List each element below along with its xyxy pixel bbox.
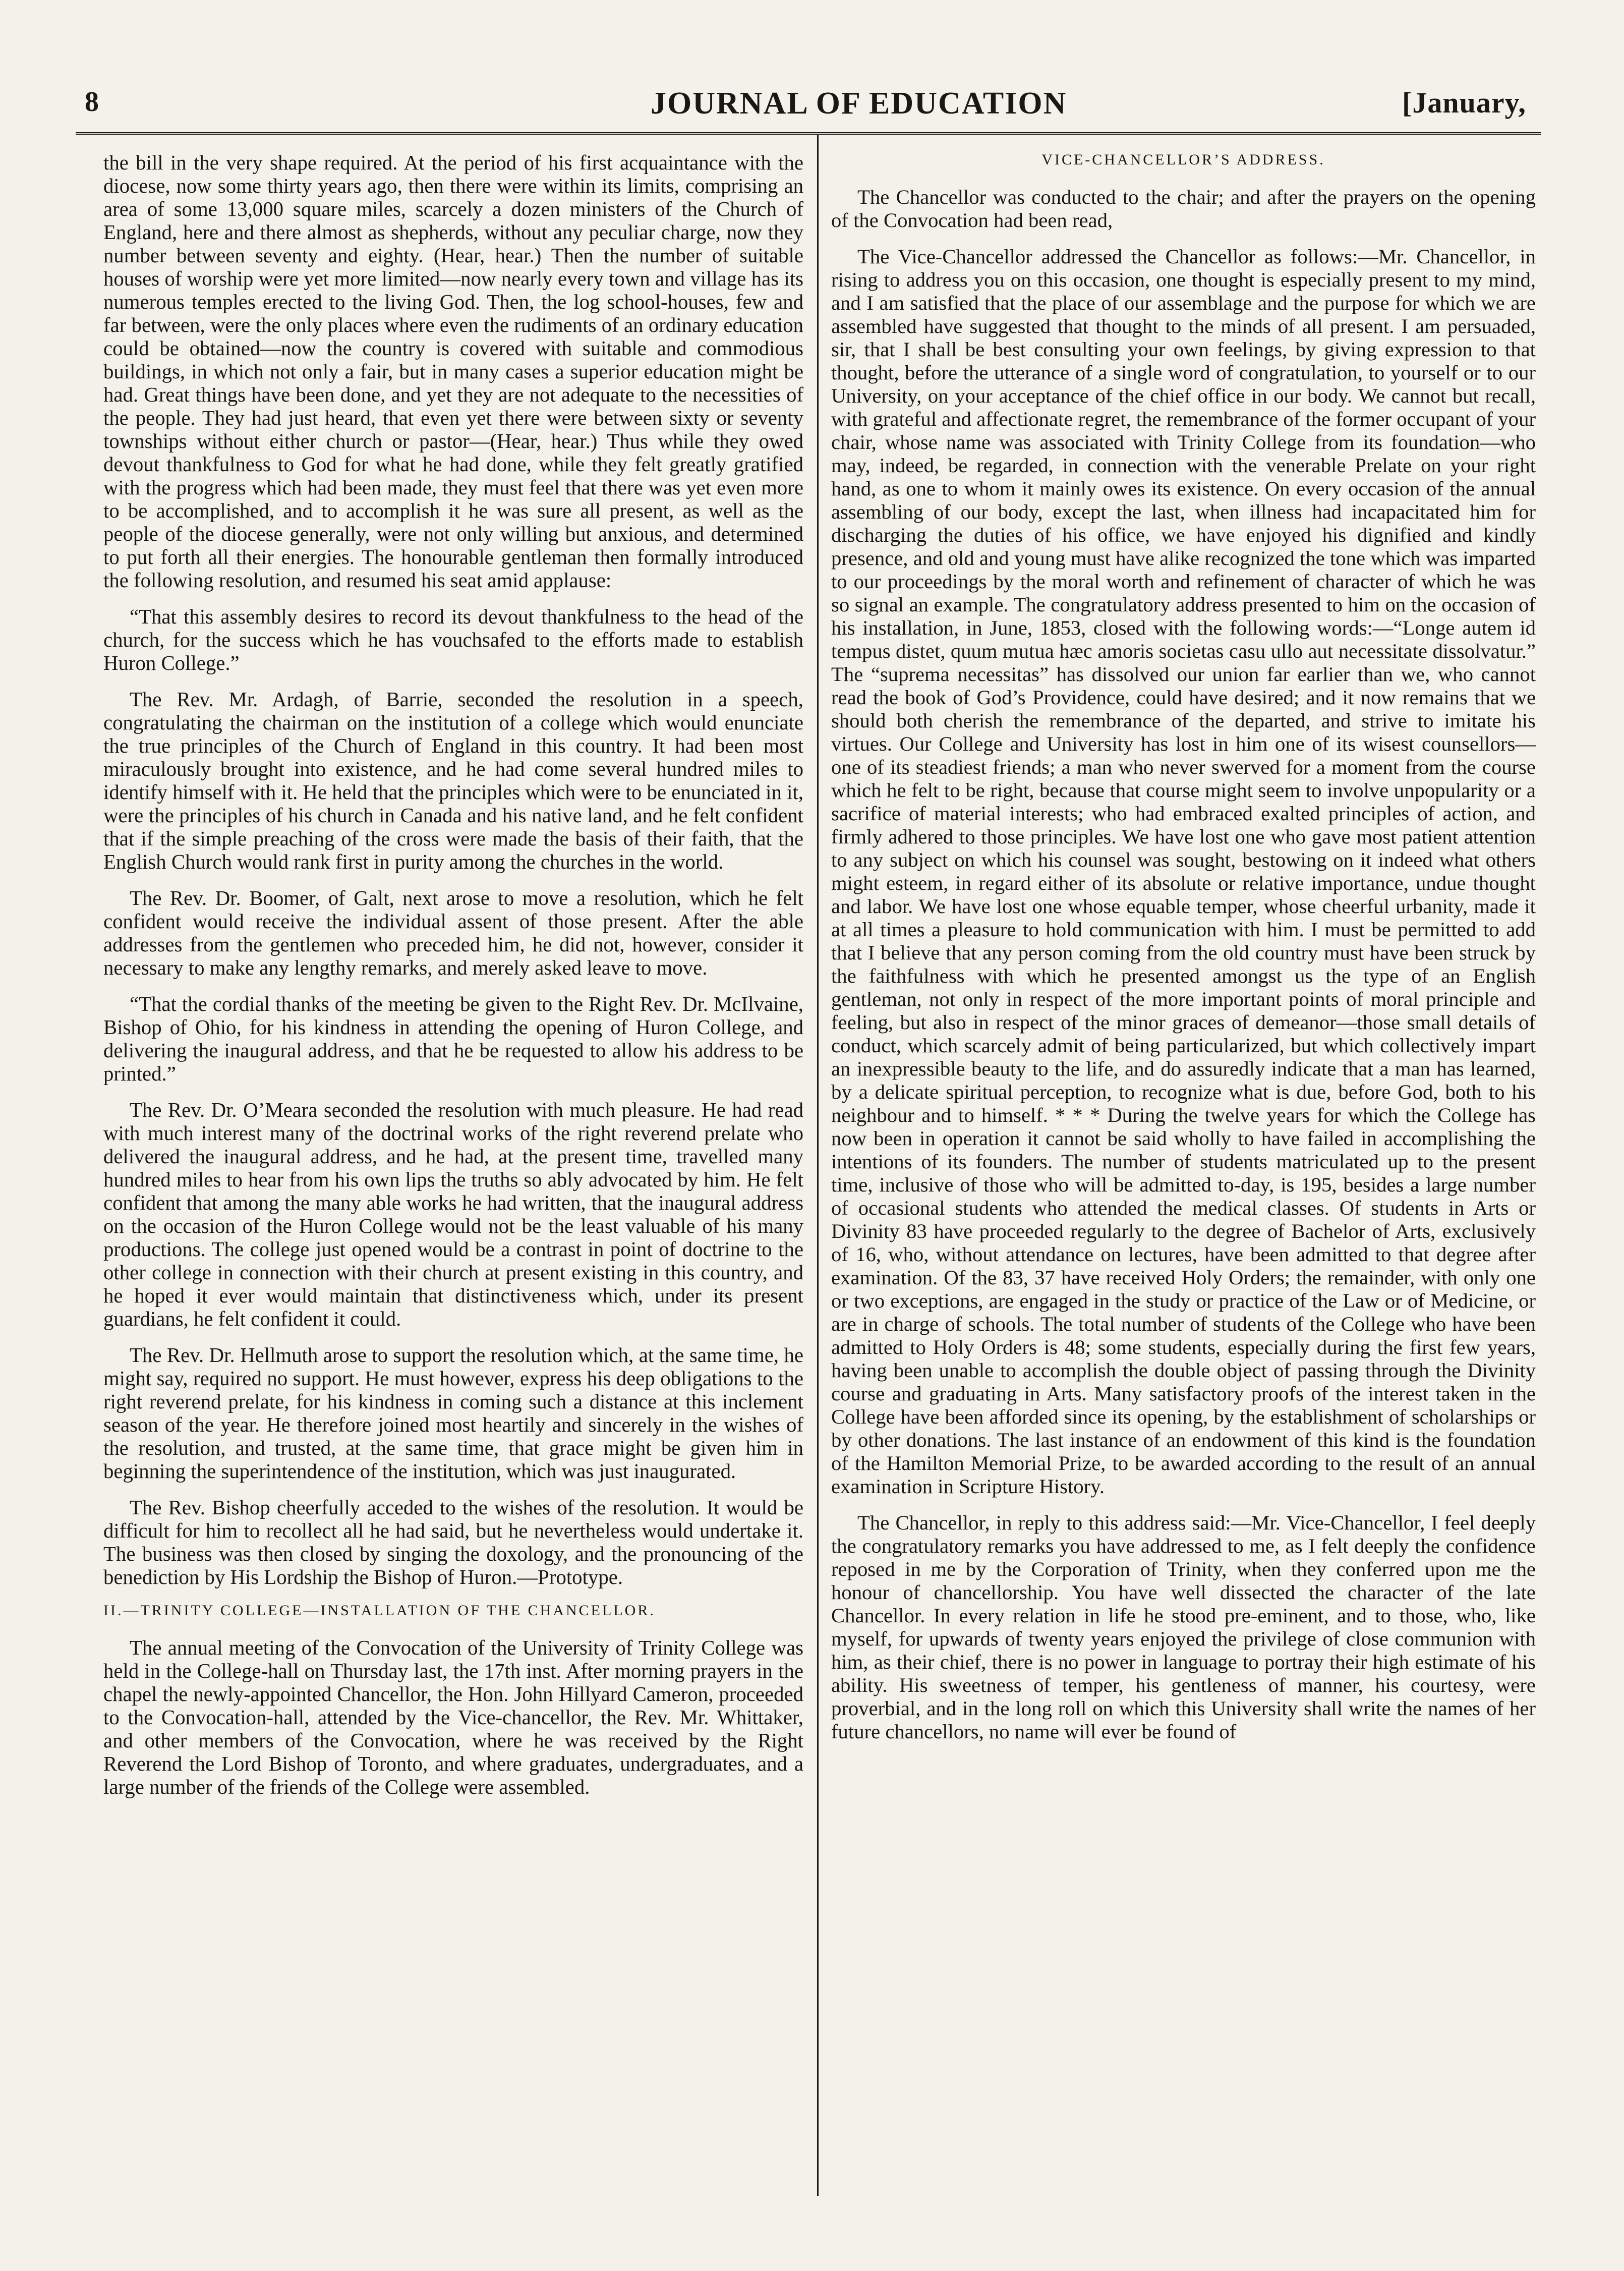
left-column [103,151,803,1812]
header-rule [76,132,1541,135]
article-paragraph: The Chancellor, in reply to this address said:—Mr. Vice-Chancellor, I feel deeply the congratulatory remarks you have addressed to me, as I felt deeply the confidence reposed in me by the Corporation of Trinity, when they conferred upon me the honour of chancellorship. You have well dissected the character of the late Chancellor. In every relation in life he stood pre-eminent, and to those, who, like myself, for upwards of twenty years enjoyed the privilege of close communion with him, as their chief, there is no power in language to portray their high estimate of his ability. His sweetness of temper, his gentleness of manner, his courtesy, were proverbial, and in the long roll on which this University shall write the names of her future chancellors, no name will ever be found of [831,1511,1536,1743]
article-paragraph: The annual meeting of the Convocation of the University of Trinity College was held in the College-hall on Thursday last, the 17th inst. After morning prayers in the chapel the newly-appointed Chancellor, the Hon. John Hillyard Cameron, proceeded to the Convocation-hall, attended by the Vice-chancellor, the Rev. Mr. Whittaker, and other members of the Convocation, where he was received by the Right Reverend the Lord Bishop of Toronto, and where graduates, undergraduates, and a large number of the friends of the College were assembled. [103,1636,803,1798]
article-paragraph: The Rev. Dr. O’Meara seconded the resolution with much pleasure. He had read with much interest many of the doctrinal works of the right reverend prelate who delivered the inaugural address, and he had, at the present time, travelled many hundred miles to hear from his own lips the truths so ably advocated by him. He felt confident that among the many able works he had written, that the inaugural address on the occasion of the Huron College would not be the least valuable of his many productions. The college just opened would be a contrast in point of doctrine to the other college in connection with their church at present existing in this country, and he hoped it ever would maintain that distinctiveness which, under its present guardians, he felt confident it could. [103,1099,803,1330]
article-paragraph: The Chancellor was conducted to the chair; and after the prayers on the opening of the Convocation had been read, [831,186,1536,232]
issue-month: [January, [1402,86,1526,119]
resolution-quote: “That this assembly desires to record its devout thankfulness to the head of the church, for the success which he has vouchsafed to the efforts made to establish Huron College.” [103,605,803,674]
article-paragraph: The Rev. Mr. Ardagh, of Barrie, seconded the resolution in a speech, congratulating the chairman on the institution of a college which would enunciate the true principles of the Church of England in this country. It had been most miraculously brought into existence, and he had come several hundred miles to identify himself with it. He held that the principles which were to be enunciated in it, were the principles of his church in Canada and his native land, and he felt confident that if the simple preaching of the cross were made the basis of their faith, that the English Church would rank first in purity among the churches in the world. [103,688,803,873]
section-heading: VICE-CHANCELLOR’S ADDRESS. [1041,151,1325,168]
article-paragraph: The Vice-Chancellor addressed the Chancellor as follows:—Mr. Chancellor, in rising to address you on this occasion, one thought is especially present to my mind, and I am satisfied that the place of our assemblage and the purpose for which we are assembled have suggested that thought to the minds of all present. I am persuaded, sir, that I shall be best consulting your own feelings, by giving expression to that thought, before the utterance of a single word of congratulation, to yourself or to our University, on your acceptance of the chief office in our body. We cannot but recall, with grateful and affectionate regret, the remembrance of the former occupant of your chair, whose name was associated with Trinity College from its foundation—who may, indeed, be regarded, in connection with the venerable Prelate on your right hand, as one to whom it mainly owes its existence. On every occasion of the annual assembling of our body, except the last, when illness had incapacitated him for discharging the duties of his office, we have enjoyed his dignified and kindly presence, and old and young must have alike recognized the tone which was imparted to our proceedings by the moral worth and refinement of character of which he was so signal an example. The congratulatory address presented to him on the occasion of his installation, in June, 1853, closed with the following words:—“Longe autem id tempus distet, quum mutua hæc amoris societas casu ullo aut necessitate dissolvatur.” The “suprema necessitas” has dissolved our union far earlier than we, who cannot read the book of God’s Providence, could have desired; and it now remains that we should both cherish the remembrance of the departed, and strive to imitate his virtues. Our College and University has lost in him one of its wisest counsellors—one of its steadiest friends; a man who never swerved for a moment from the course which he felt to be right, because that course might seem to involve unpopularity or a sacrifice of material interests; who had embraced exalted principles of action, and firmly adhered to those principles. We have lost one who gave most patient attention to any subject on which his counsel was sought, bestowing on it indeed what others might esteem, in regard either of its absolute or relative importance, undue thought and labor. We have lost one whose equable temper, whose cheerful urbanity, made it at all times a pleasure to hold communication with him. I must be permitted to add that I believe that any person coming from the old country must have been struck by the faithfulness with which he presented amongst us the type of an English gentleman, not only in respect of the more important points of moral principle and feeling, but also in respect of the minor graces of demeanor—those small details of conduct, which scarcely admit of being particularized, but which collectively impart an inexpressible beauty to the life, and do assuredly indicate that a man has learned, by a delicate spiritual perception, to recognize what is due, before God, both to his neighbour and to himself. * * * During the twelve years for which the College has now been in operation it cannot be said wholly to have failed in accomplishing the intentions of its founders. The number of students matriculated up to the present time, inclusive of those who will be admitted to-day, is 195, besides a large number of occasional students who attended the medical classes. Of students in Arts or Divinity 83 have proceeded regularly to the degree of Bachelor of Arts, exclusively of 16, who, without attendance on lectures, have been admitted to that degree after examination. Of the 83, 37 have received Holy Orders; the remainder, with only one or two exceptions, are engaged in the study or practice of the Law or of Medicine, or are in charge of schools. The total number of students of the College who have been admitted to Holy Orders is 48; some students, especially during the first few years, having been unable to accomplish the double object of passing through the Divinity course and graduating in Arts. Many satisfactory proofs of the interest taken in the College have been afforded since its opening, by the establishment of scholarships or by other donations. The last instance of an endowment of this kind is the foundation of the Hamilton Memorial Prize, to be awarded according to the result of an annual examination in Scripture History. [831,245,1536,1498]
section-heading: II.—TRINITY COLLEGE—INSTALLATION OF THE CHANCELLOR. [103,1602,656,1619]
article-paragraph: the bill in the very shape required. At the period of his first acquaintance with the diocese, now some thirty years ago, then there were within its limits, comprising an area of some 13,000 square miles, scarcely a dozen ministers of the Church of England, here and there almost as shepherds, without any peculiar charge, now they number between seventy and eighty. (Hear, hear.) Then the number of suitable houses of worship were yet more limited—now nearly every town and village has its numerous temples erected to the living God. Then, the log school-houses, few and far between, were the only places where even the rudiments of an ordinary education could be obtained—now the country is covered with suitable and commodious buildings, in which not only a fair, but in many cases a superior education might be had. Great things have been done, and yet they are not adequate to the necessities of the people. They had just heard, that even yet there were between sixty or seventy townships without either church or pastor—(Hear, hear.) Thus while they owed devout thankfulness to God for what he had done, while they felt greatly gratified with the progress which had been made, they must feel that there was yet even more to be accomplished, and to accomplish it he was sure all present, as well as the people of the diocese generally, were not only willing but anxious, and determined to put forth all their energies. The honourable gentleman then formally introduced the following resolution, and resumed his seat amid applause: [103,151,803,592]
journal-title: JOURNAL OF EDUCATION [651,86,1067,121]
resolution-quote: “That the cordial thanks of the meeting be given to the Right Rev. Dr. McIlvaine, Bishop of Ohio, for his kindness in attending the opening of Huron College, and delivering the inaugural address, and that he be requested to allow his address to be printed.” [103,993,803,1085]
article-paragraph: The Rev. Bishop cheerfully acceded to the wishes of the resolution. It would be difficult for him to recollect all he had said, but he nevertheless would undertake it. The business was then closed by singing the doxology, and the pronouncing of the benediction by His Lordship the Bishop of Huron.—Prototype. [103,1496,803,1588]
article-paragraph: The Rev. Dr. Boomer, of Galt, next arose to move a resolution, which he felt confident would receive the individual assent of those present. After the able addresses from the gentlemen who preceded him, he did not, however, consider it necessary to make any lengthy remarks, and merely asked leave to move. [103,887,803,979]
column-divider [817,135,819,2196]
right-column [831,151,1536,1756]
page-number: 8 [85,86,99,118]
article-paragraph: The Rev. Dr. Hellmuth arose to support the resolution which, at the same time, he might say, required no support. He must however, express his deep obligations to the right reverend prelate, for his kindness in coming such a distance at this inclement season of the year. He therefore joined most heartily and sincerely in the wishes of the resolution, and trusted, at the same time, that grace might be given him in beginning the superintendence of the institution, which was just inaugurated. [103,1344,803,1483]
